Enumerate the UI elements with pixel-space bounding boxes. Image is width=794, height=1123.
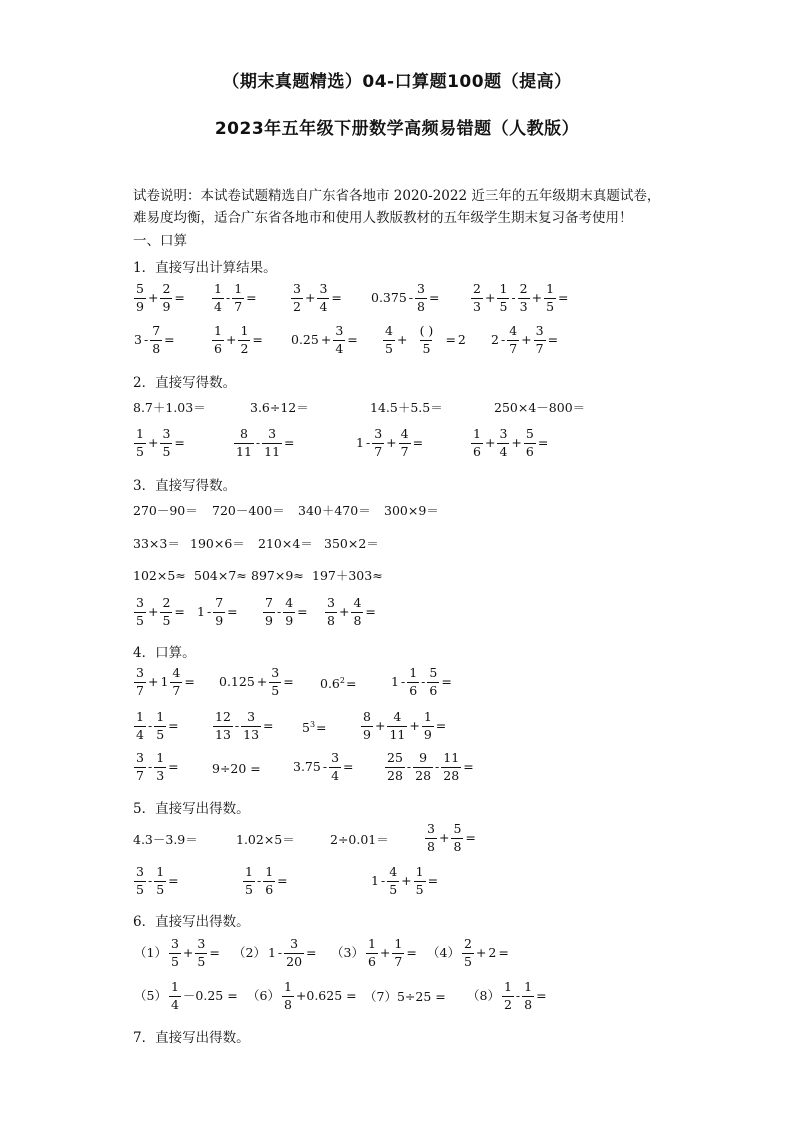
expression: $\frac{5}{9}$ + $\frac{2}{9}$ = [136, 281, 185, 314]
expression: $\frac{3}{5}$ + $\frac{2}{5}$ = [136, 595, 185, 628]
expression: $\frac{7}{9}$ - $\frac{4}{9}$ = [265, 595, 308, 628]
expression: $\frac{1}{4}$ - $\frac{1}{5}$ = [136, 709, 179, 742]
expression: 2÷0.01＝ [330, 832, 389, 847]
expression: 340＋470＝ [298, 503, 371, 518]
expression: 33×3＝ [133, 536, 180, 551]
expression: 14.5＋5.5＝ [370, 400, 443, 415]
intro-line: 试卷说明：本试卷试题精选自广东省各地市 2020-2022 近三年的五年级期末真题试卷， [133, 188, 661, 204]
expression: $\frac{2}{3}$ + $\frac{1}{5}$ - $\frac{2}{3}$ + $\frac{1}{5}$ = [473, 281, 569, 314]
expression: 3.75 - $\frac{3}{4}$ = [293, 750, 354, 783]
expression: （7）5÷25 = [364, 989, 446, 1004]
expression: （4） $\frac{2}{5}$ + 2 = [427, 936, 509, 969]
expression: 210×4＝ [258, 536, 313, 551]
expression: 1.02×5＝ [236, 832, 295, 847]
question-4-heading: 4．口算。 [133, 645, 196, 661]
title-line-1: （期末真题精选）04-口算题100题（提高） [222, 72, 572, 92]
expression: （3） $\frac{1}{6}$ + $\frac{1}{7}$ = [331, 936, 417, 969]
expression: 1 - $\frac{7}{9}$ = [197, 595, 238, 628]
question-5-heading: 5．直接写出得数。 [133, 801, 250, 817]
expression: $\frac{3}{5}$ - $\frac{1}{5}$ = [136, 864, 179, 897]
expression: $\frac{3}{2}$ + $\frac{3}{4}$ = [293, 281, 342, 314]
expression: 897×9≈ [251, 568, 304, 583]
expression: $\frac{1}{4}$ - $\frac{1}{7}$ = [214, 281, 257, 314]
expression: 190×6＝ [190, 536, 245, 551]
expression: 0.375 - $\frac{3}{8}$ = [371, 281, 440, 314]
expression: 270－90＝ [133, 503, 198, 518]
expression: （1） $\frac{3}{5}$ + $\frac{3}{5}$ = [134, 936, 220, 969]
question-3-heading: 3．直接写得数。 [133, 478, 237, 494]
expression: 197＋303≈ [312, 568, 383, 583]
expression: （5） $\frac{1}{4}$ －0.25 = [134, 979, 238, 1012]
expression: 300×9＝ [384, 503, 439, 518]
expression: $\frac{3}{8}$ + $\frac{4}{8}$ = [327, 595, 376, 628]
expression: $\frac{8}{9}$ + $\frac{4}{11}$ + $\frac{1}{9}$ = [363, 709, 447, 742]
expression: $\frac{1}{5}$ + $\frac{3}{5}$ = [136, 426, 185, 459]
expression: 1 - $\frac{1}{6}$ - $\frac{5}{6}$ = [391, 665, 452, 698]
expression: 2 - $\frac{4}{7}$ + $\frac{3}{7}$ = [491, 323, 559, 356]
expression: 3 - $\frac{7}{8}$ = [134, 323, 175, 356]
expression: $0.6^2=$ [320, 676, 357, 692]
question-6-heading: 6．直接写出得数。 [133, 914, 250, 930]
expression: $\frac{3}{7}$ - $\frac{1}{3}$ = [136, 750, 179, 783]
expression: 0.125 + $\frac{3}{5}$ = [219, 665, 294, 698]
intro-line: 难易度均衡，适合广东省各地市和使用人教版教材的五年级学生期末复习备考使用！ [133, 210, 633, 226]
title-line-2: 2023年五年级下册数学高频易错题（人教版） [214, 119, 580, 139]
expression: 504×7≈ [194, 568, 247, 583]
expression: $\frac{1}{6}$ + $\frac{3}{4}$ + $\frac{5}{6}$ = [473, 426, 549, 459]
expression: $\frac{3}{7}$ + 1 $\frac{4}{7}$ = [136, 665, 195, 698]
expression: $\frac{12}{13}$ - $\frac{3}{13}$ = [215, 709, 274, 742]
expression: 8.7＋1.03＝ [133, 400, 206, 415]
expression: 102×5≈ [133, 568, 186, 583]
expression: $\frac{8}{11}$ - $\frac{3}{11}$ = [236, 426, 295, 459]
section-heading: 一、口算 [133, 233, 187, 249]
expression: $\frac{3}{8}$ + $\frac{5}{8}$ = [427, 821, 476, 854]
expression: 3.6÷12＝ [250, 400, 309, 415]
question-1-heading: 1．直接写出计算结果。 [133, 260, 277, 276]
expression: $5^3=$ [302, 720, 327, 736]
intro-text [133, 185, 673, 229]
expression: 350×2＝ [324, 536, 379, 551]
expression: 1 - $\frac{4}{5}$ + $\frac{1}{5}$ = [371, 864, 439, 897]
expression: （2） 1 - $\frac{3}{20}$ = [233, 936, 317, 969]
expression: 720－400＝ [212, 503, 285, 518]
expression: （6） $\frac{1}{8}$ +0.625 = [247, 979, 357, 1012]
expression: 4.3－3.9＝ [133, 832, 198, 847]
expression: 0.25 + $\frac{3}{4}$ = [291, 323, 358, 356]
expression: 1 - $\frac{3}{7}$ + $\frac{4}{7}$ = [356, 426, 424, 459]
expression: $\frac{25}{28}$ - $\frac{9}{28}$ - $\frac{11}{28}$ = [387, 750, 474, 783]
expression: 250×4－800＝ [494, 400, 586, 415]
expression: 9÷20 = [212, 761, 261, 776]
expression: $\frac{1}{5}$ - $\frac{1}{6}$ = [245, 864, 288, 897]
expression: （8） $\frac{1}{2}$ - $\frac{1}{8}$ = [467, 979, 547, 1012]
question-2-heading: 2．直接写得数。 [133, 375, 237, 391]
question-7-heading: 7．直接写出得数。 [133, 1030, 250, 1046]
expression: $\frac{4}{5}$ + ( ) 5 = 2 [385, 323, 466, 356]
expression: $\frac{1}{6}$ + $\frac{1}{2}$ = [214, 323, 263, 356]
